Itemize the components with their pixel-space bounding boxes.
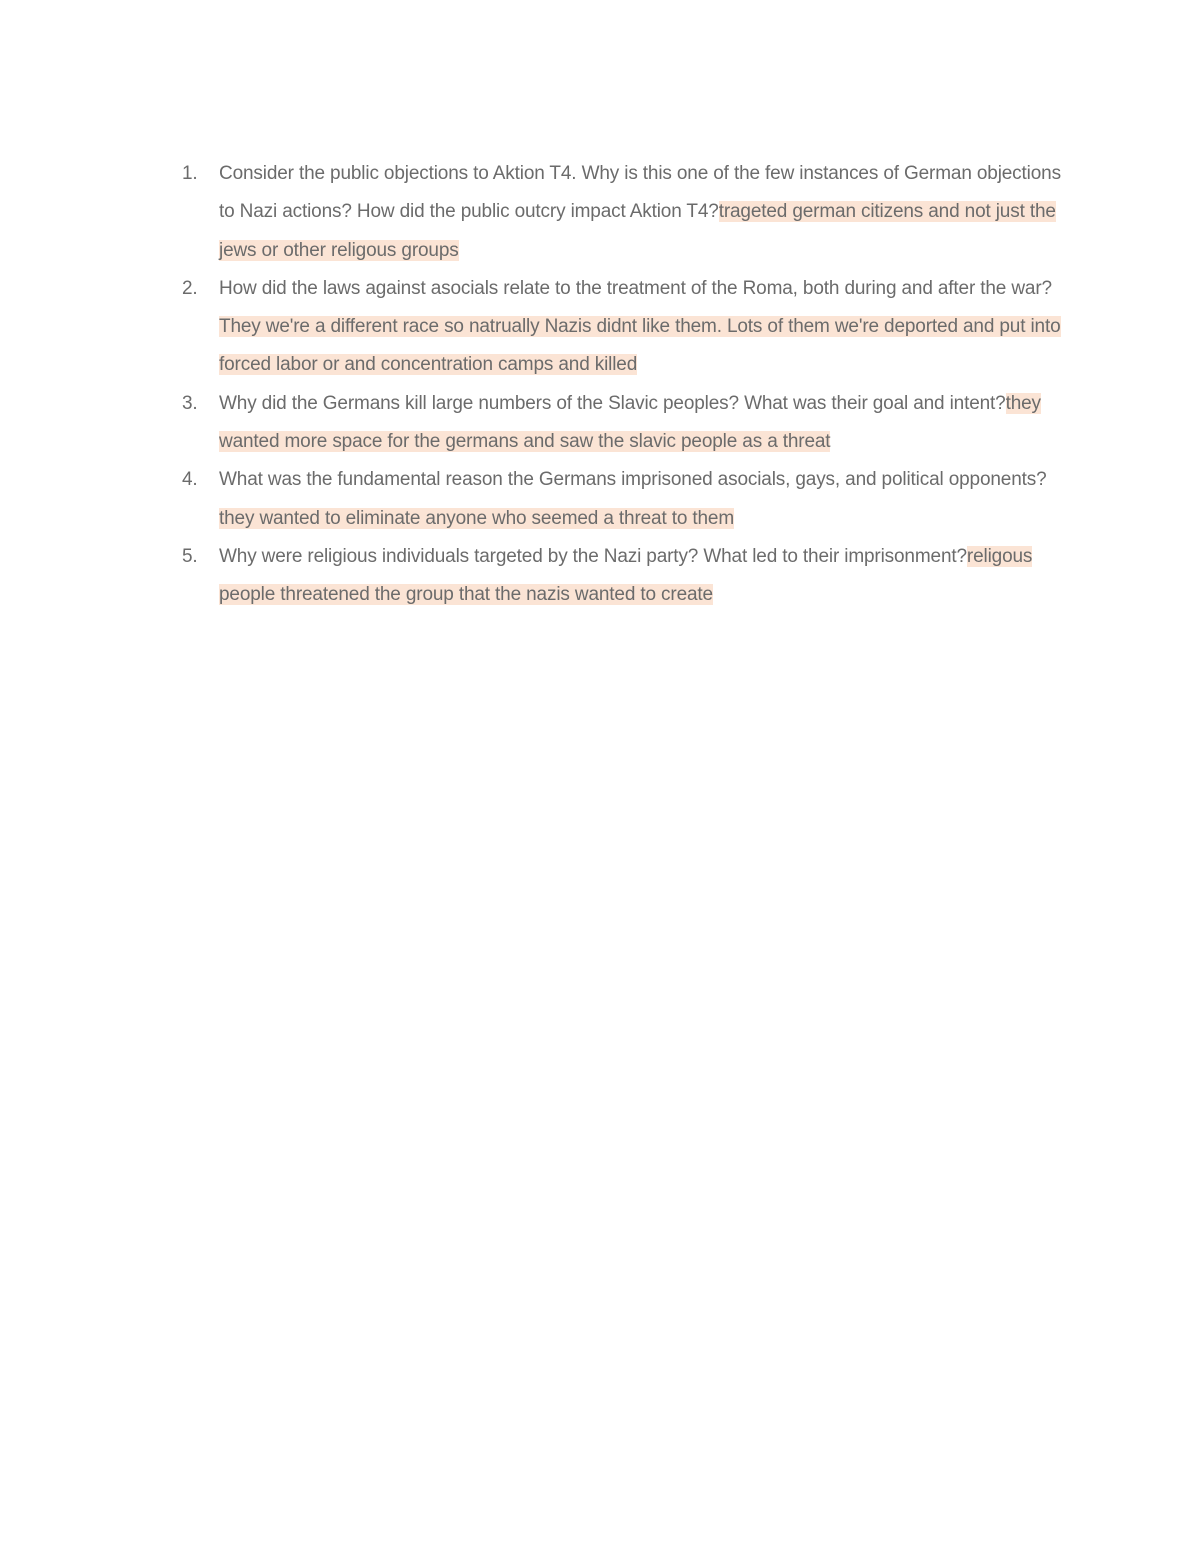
answer-text-highlighted: religous people threatened the group that the nazis wanted to create [219,545,1033,606]
question-text: Why were religious individuals targeted by the Nazi party? What led to their imprisonment? [219,545,967,567]
list-item-question-1 [182,155,1062,270]
list-number: 2. [182,277,198,299]
list-item-question-2 [182,270,1062,385]
list-item-question-4 [182,461,1062,538]
list-number: 3. [182,392,198,414]
answer-text-highlighted: they wanted to eliminate anyone who seemed a threat to them [219,507,735,529]
question-list [182,155,1062,615]
list-item-question-3 [182,385,1062,462]
answer-text-highlighted: They we're a different race so natrually Nazis didnt like them. Lots of them we're deported and put into forced labor or and concentration camps and killed [219,316,1061,376]
list-number: 5. [182,545,198,567]
question-text: What was the fundamental reason the Germans imprisoned asocials, gays, and political opponents? [219,469,1047,491]
answer-text-highlighted: they wanted more space for the germans and saw the slavic people as a threat [219,392,1041,453]
question-text: How did the laws against asocials relate to the treatment of the Roma, both during and after the war? [219,277,1052,299]
list-number: 4. [182,469,198,491]
answer-text-highlighted: trageted german citizens and not just the jews or other religous groups [219,201,1056,261]
list-item-question-5 [182,538,1062,615]
question-text: Consider the public objections to Aktion T4. Why is this one of the few instances of German objections to Nazi actions? How did the public outcry impact Aktion T4? [219,163,1061,223]
question-text: Why did the Germans kill large numbers of the Slavic peoples? What was their goal and intent? [219,392,1006,414]
list-number: 1. [182,163,198,184]
